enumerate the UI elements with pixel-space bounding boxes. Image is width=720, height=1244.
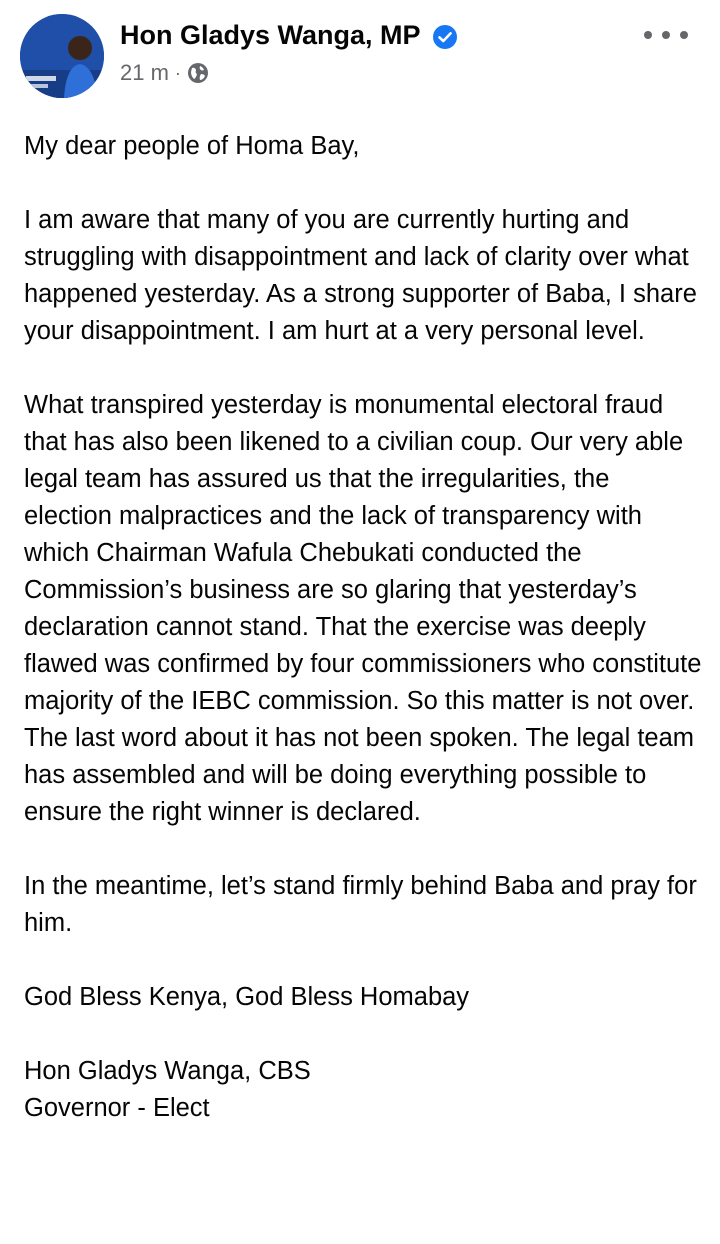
- more-dot-icon: [662, 31, 670, 39]
- post-blessing: God Bless Kenya, God Bless Homabay: [24, 983, 470, 1011]
- post-paragraph: What transpired yesterday is monumental electoral fraud that has also been likened to a civilian coup. Our very able legal team has assured us that the irregularities, the election malpractices and the lack of transparency with which Chairman Wafula Chebukati conducted the Commission’s business are so glaring that yesterday’s declaration cannot stand. That the exercise was deeply flawed was confirmed by four commissioners who constitute majority of the IEBC commission. So this matter is not over. The last word about it has not been spoken. The legal team has assembled and will be doing everything possible to ensure the right winner is declared.: [24, 391, 702, 826]
- avatar-image: [20, 14, 104, 98]
- post-body: [24, 128, 704, 1127]
- post-time[interactable]: 21 m: [120, 60, 169, 85]
- signature-name: Hon Gladys Wanga, CBS: [24, 1057, 311, 1085]
- signature-title: Governor - Elect: [24, 1094, 210, 1122]
- author-name[interactable]: Hon Gladys Wanga, MP: [120, 20, 421, 50]
- more-dot-icon: [644, 31, 652, 39]
- meta-separator: ·: [174, 62, 181, 83]
- post-paragraph: In the meantime, let’s stand firmly behind Baba and pray for him.: [24, 872, 697, 937]
- globe-icon[interactable]: [187, 62, 209, 84]
- more-dot-icon: [680, 31, 688, 39]
- post-paragraph: I am aware that many of you are currently hurting and struggling with disappointment and lack of clarity over what happened yesterday. As a strong supporter of Baba, I share your disappointment. I am hurt at a very personal level.: [24, 206, 697, 345]
- post-meta: [120, 58, 209, 88]
- post-greeting: My dear people of Homa Bay,: [24, 132, 360, 160]
- more-options-button[interactable]: [644, 20, 688, 50]
- verified-badge-icon: [432, 24, 458, 50]
- avatar[interactable]: [20, 14, 104, 98]
- post-header: [0, 0, 720, 110]
